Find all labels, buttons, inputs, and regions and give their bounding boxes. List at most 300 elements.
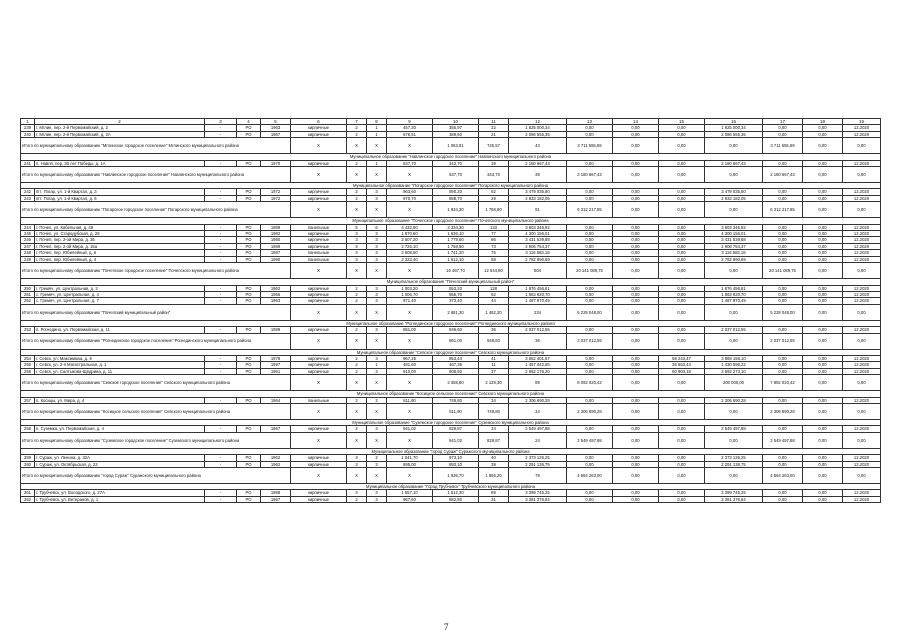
table-cell: 882,80: [433, 496, 479, 502]
table-cell: 29: [479, 195, 509, 201]
table-cell: 0,00: [763, 397, 803, 403]
total-cell: 0,00: [659, 202, 705, 218]
table-cell: 89: [479, 490, 509, 496]
table-cell: 0,00: [763, 490, 803, 496]
table-cell: г. Трубчевск, ул. Володского, д. 27А: [35, 490, 205, 496]
table-cell: 0,00: [613, 243, 659, 249]
total-cell: X: [367, 167, 387, 183]
section-heading: Муниципальное образование "Навлинское городское поселение" Навлинского муниципального района: [21, 154, 881, 160]
table-cell: 0,00: [567, 455, 613, 461]
total-cell: X: [387, 263, 433, 279]
column-number-cell: 1: [21, 119, 35, 125]
table-cell: 3: [347, 455, 367, 461]
table-cell: 241: [21, 160, 35, 166]
table-cell: 3: [367, 496, 387, 502]
total-cell: X: [367, 432, 387, 448]
table-cell: 0,00: [659, 250, 705, 256]
total-cell: 91: [509, 202, 567, 218]
table-cell: 58 243,47: [659, 355, 705, 361]
table-cell: 890,20: [433, 189, 479, 195]
table-cell: панельные: [291, 250, 347, 256]
total-cell: 0,00: [843, 468, 881, 484]
table-cell: PO: [237, 490, 261, 496]
total-cell: 0,00: [613, 202, 659, 218]
table-cell: 0,00: [613, 291, 659, 297]
total-cell: 5 228 048,00: [567, 304, 613, 320]
total-cell: 0,00: [613, 333, 659, 349]
total-cell: 1 936,70: [433, 468, 479, 484]
table-cell: 2: [347, 285, 367, 291]
table-cell: 2 373 126,25: [705, 455, 763, 461]
table-cell: 0,00: [613, 189, 659, 195]
total-cell: 20 141 089,75: [763, 263, 803, 279]
table-cell: 2 291 136,75: [509, 461, 567, 467]
table-cell: 1963: [261, 298, 291, 304]
table-cell: с. Гремяч, ул. Центральная, д. 4: [35, 291, 205, 297]
table-cell: 252: [21, 298, 35, 304]
table-cell: 1: [367, 131, 387, 137]
table-cell: кирпичные: [291, 125, 347, 131]
total-cell: 0,00: [659, 263, 705, 279]
table-cell: 0,00: [763, 362, 803, 368]
total-cell: 0,00: [843, 167, 881, 183]
column-number-cell: 9: [387, 119, 433, 125]
table-cell: 967,60: [387, 496, 433, 502]
total-cell: 234: [509, 304, 567, 320]
table-cell: 457,30: [387, 125, 433, 131]
table-cell: -: [205, 355, 237, 361]
table-cell: кирпичные: [291, 355, 347, 361]
column-number-cell: 8: [367, 119, 387, 125]
table-cell: 3: [367, 231, 387, 237]
total-cell: X: [367, 333, 387, 349]
table-cell: 36 653,43: [659, 362, 705, 368]
total-cell: 0,00: [613, 167, 659, 183]
total-cell: 0,00: [613, 403, 659, 419]
table-cell: 259: [21, 455, 35, 461]
total-cell: 2 681,30: [433, 304, 479, 320]
table-cell: 0,00: [613, 490, 659, 496]
table-cell: PO: [237, 256, 261, 262]
table-cell: 12.2020: [843, 237, 881, 243]
table-cell: 0,00: [803, 231, 843, 237]
table-cell: 243: [21, 195, 35, 201]
table-cell: 24: [479, 426, 509, 432]
table-cell: 1997: [261, 362, 291, 368]
table-cell: кирпичные: [291, 368, 347, 374]
table-cell: PO: [237, 237, 261, 243]
total-cell: 3 711 555,69: [567, 138, 613, 154]
table-cell: 853,44: [433, 355, 479, 361]
table-cell: 1 625 000,34: [509, 125, 567, 131]
table-cell: 3: [367, 189, 387, 195]
table-cell: 0,00: [763, 195, 803, 201]
total-cell: X: [291, 138, 347, 154]
table-cell: 44: [479, 298, 509, 304]
total-cell: 0,00: [659, 375, 705, 391]
total-cell: 861,00: [433, 333, 479, 349]
table-cell: 0,00: [613, 231, 659, 237]
table-cell: 0,00: [567, 243, 613, 249]
total-cell: 0,00: [803, 375, 843, 391]
total-cell: X: [367, 138, 387, 154]
table-cell: 3 431 539,88: [509, 237, 567, 243]
total-cell: X: [347, 202, 367, 218]
table-cell: 2: [347, 195, 367, 201]
table-cell: 3: [367, 195, 387, 201]
table-cell: 671,40: [387, 298, 433, 304]
table-cell: 73: [479, 243, 509, 249]
table-cell: 1 430 596,22: [705, 362, 763, 368]
table-cell: 888,70: [433, 195, 479, 201]
table-cell: 1 863 620,70: [705, 291, 763, 297]
table-cell: 1962: [261, 455, 291, 461]
table-cell: 0,00: [613, 426, 659, 432]
total-cell: X: [291, 432, 347, 448]
table-cell: 2 782 890,69: [509, 256, 567, 262]
table-cell: 2 373 126,25: [509, 455, 567, 461]
table-cell: 2: [347, 160, 367, 166]
column-number-cell: 17: [763, 119, 803, 125]
table-cell: 1 636,10: [433, 231, 479, 237]
column-number-cell: 13: [567, 119, 613, 125]
table-cell: PO: [237, 160, 261, 166]
table-cell: 1 487 970,49: [509, 298, 567, 304]
total-cell: 2 358,80: [433, 375, 479, 391]
table-cell: 3 381 376,84: [705, 496, 763, 502]
table-cell: кирпичные: [291, 231, 347, 237]
total-cell: X: [291, 468, 347, 484]
total-cell: 6 312 217,85: [567, 202, 613, 218]
table-cell: кирпичные: [291, 490, 347, 496]
total-cell: X: [347, 333, 367, 349]
table-cell: 0,00: [803, 195, 843, 201]
table-cell: 3 431 539,88: [705, 237, 763, 243]
table-cell: 0,00: [763, 426, 803, 432]
table-cell: 0,00: [613, 125, 659, 131]
table-cell: 0,00: [763, 189, 803, 195]
table-cell: 1988: [261, 490, 291, 496]
total-cell: 1 768,90: [479, 202, 509, 218]
total-cell: X: [387, 403, 433, 419]
table-cell: кирпичные: [291, 461, 347, 467]
table-cell: 0,00: [613, 160, 659, 166]
table-cell: кирпичные: [291, 327, 347, 333]
table-cell: -: [205, 131, 237, 137]
table-cell: 1 041,70: [387, 455, 433, 461]
table-cell: 0,00: [763, 231, 803, 237]
table-cell: 2 833 182,05: [509, 195, 567, 201]
table-cell: 60 903,18: [659, 368, 705, 374]
table-cell: -: [205, 368, 237, 374]
table-cell: 373,40: [433, 298, 479, 304]
total-label: Итого по муниципальному образованию "Севское городское поселение" Севского муниципального района: [21, 375, 291, 391]
table-cell: п. Косицы, ул. Мира, д. 4: [35, 397, 205, 403]
table-cell: PO: [237, 397, 261, 403]
total-cell: 0,00: [843, 202, 881, 218]
table-cell: -: [205, 490, 237, 496]
table-cell: 0,00: [659, 426, 705, 432]
table-cell: 0,00: [613, 355, 659, 361]
table-cell: 0,00: [659, 461, 705, 467]
table-cell: 133: [479, 224, 509, 230]
table-cell: 1967: [261, 131, 291, 137]
table-cell: 3: [347, 250, 367, 256]
column-number-cell: 4: [237, 119, 261, 125]
column-number-cell: 12: [509, 119, 567, 125]
total-cell: 79: [509, 468, 567, 484]
table-cell: -: [205, 195, 237, 201]
total-label: Итого по муниципальному образованию "город Сураж" Суражского муниципального района: [21, 468, 291, 484]
total-cell: 0,00: [705, 333, 763, 349]
table-cell: 1967: [261, 496, 291, 502]
table-cell: 245: [21, 231, 35, 237]
table-cell: 2 086 555,35: [705, 131, 763, 137]
table-cell: г. Почеп, пер. Юбилейный, д. 6: [35, 250, 205, 256]
table-cell: -: [205, 256, 237, 262]
table-cell: г. Мглин, пер. 2-й Первомайский, д. 2: [35, 125, 205, 131]
total-cell: X: [387, 375, 433, 391]
table-cell: 12.2020: [843, 160, 881, 166]
total-cell: 0,00: [705, 468, 763, 484]
table-cell: 12.2020: [843, 250, 881, 256]
table-cell: -: [205, 231, 237, 237]
table-cell: 0,00: [659, 224, 705, 230]
table-cell: 12.2020: [843, 461, 881, 467]
table-cell: 0,00: [803, 327, 843, 333]
section-heading: Муниципальное образование "Косицкое сельское поселение" Севского муниципального района: [21, 391, 881, 397]
total-cell: 749,80: [479, 403, 509, 419]
total-cell: 0,00: [803, 202, 843, 218]
table-cell: 1 779,60: [433, 237, 479, 243]
table-cell: 0,00: [613, 362, 659, 368]
total-cell: 1 482,30: [479, 304, 509, 320]
table-cell: 0,00: [567, 490, 613, 496]
table-cell: 0,00: [567, 160, 613, 166]
table-cell: 829,87: [433, 426, 479, 432]
table-cell: 0,00: [659, 490, 705, 496]
total-cell: 0,00: [659, 304, 705, 320]
table-cell: 0,00: [763, 131, 803, 137]
table-cell: 2: [347, 298, 367, 304]
table-cell: 0,00: [803, 455, 843, 461]
table-cell: 1956: [261, 291, 291, 297]
table-cell: -: [205, 362, 237, 368]
table-cell: 2: [347, 397, 367, 403]
table-cell: 0,00: [803, 355, 843, 361]
total-cell: 0,00: [659, 468, 705, 484]
table-cell: 0,00: [613, 298, 659, 304]
table-cell: 3: [367, 368, 387, 374]
table-cell: 1 006,70: [387, 291, 433, 297]
total-cell: 0,00: [659, 403, 705, 419]
table-cell: кирпичные: [291, 237, 347, 243]
total-label: Итого по муниципальному образованию "Рогнединское городское поселение" Рогнединского муниципального района: [21, 333, 291, 349]
table-cell: 4 432,60: [387, 224, 433, 230]
table-cell: г. Гремяч, ул. Центральная, д. 3: [35, 285, 205, 291]
total-cell: X: [291, 304, 347, 320]
table-cell: 37: [479, 368, 509, 374]
table-cell: 0,00: [803, 298, 843, 304]
total-cell: X: [291, 167, 347, 183]
table-cell: -: [205, 285, 237, 291]
table-cell: 2 549 497,88: [705, 426, 763, 432]
table-cell: PO: [237, 362, 261, 368]
table-cell: г. Севск, ул. Максимюка, д. 6: [35, 355, 205, 361]
table-cell: 0,00: [659, 327, 705, 333]
table-cell: 77: [479, 231, 509, 237]
total-cell: 504: [509, 263, 567, 279]
table-cell: 12.2020: [843, 195, 881, 201]
table-cell: 555,70: [433, 291, 479, 297]
table-cell: 0,00: [763, 125, 803, 131]
table-cell: 1 876 456,81: [509, 285, 567, 291]
table-cell: PO: [237, 131, 261, 137]
register-table-body: [21, 119, 881, 503]
total-cell: 0,00: [613, 138, 659, 154]
table-cell: 239: [21, 125, 35, 131]
total-cell: X: [291, 263, 347, 279]
table-cell: 0,00: [659, 189, 705, 195]
table-cell: пгт. Погар, ул. 1-й Квартал, д. 6: [35, 195, 205, 201]
table-cell: 0,00: [567, 496, 613, 502]
total-cell: X: [387, 202, 433, 218]
total-cell: 89: [509, 375, 567, 391]
table-cell: 262: [21, 496, 35, 502]
column-number-cell: 7: [347, 119, 367, 125]
register-table-container: [20, 118, 880, 503]
table-cell: 2: [347, 362, 367, 368]
table-cell: 0,00: [763, 224, 803, 230]
table-cell: 0,00: [567, 362, 613, 368]
column-number-cell: 15: [659, 119, 705, 125]
table-cell: 0,00: [803, 224, 843, 230]
table-cell: 0,00: [567, 355, 613, 361]
table-cell: г. Почеп, пер. Юбилейный, д. 4: [35, 256, 205, 262]
table-cell: 2 037 012,55: [705, 327, 763, 333]
table-cell: 58: [479, 256, 509, 262]
table-cell: 12.2020: [843, 131, 881, 137]
total-cell: 0,00: [803, 304, 843, 320]
table-cell: 0,00: [659, 397, 705, 403]
section-heading: Муниципальное образование "город Сураж" Суражского муниципального района: [21, 448, 881, 454]
table-cell: 3 334,30: [433, 224, 479, 230]
table-cell: 6: [367, 224, 387, 230]
total-label: Итого по муниципальному образованию "Навлинское городское поселение" Навлинского муниципального района: [21, 167, 291, 183]
table-cell: 12.2020: [843, 285, 881, 291]
total-label: Итого по муниципальному образованию "Косицкое сельское поселение" Севского муниципального района: [21, 403, 291, 419]
table-cell: г. Трубчевск, ул. Ветеранов, д. 1: [35, 496, 205, 502]
table-cell: 3: [347, 490, 367, 496]
total-cell: 0,00: [659, 138, 705, 154]
table-cell: 0,00: [763, 250, 803, 256]
table-cell: 260: [21, 461, 35, 467]
table-cell: 0,00: [567, 189, 613, 195]
table-cell: 21: [479, 131, 509, 137]
total-cell: 0,00: [705, 167, 763, 183]
table-cell: 2 726,10: [387, 243, 433, 249]
total-cell: 34: [509, 403, 567, 419]
total-cell: X: [367, 304, 387, 320]
table-cell: п. Навля, пер. 30 лет Победы, д. 1А: [35, 160, 205, 166]
table-cell: п. Суземка, ул. Первомайская, д. 4: [35, 426, 205, 432]
total-cell: 0,00: [843, 375, 881, 391]
total-cell: X: [387, 432, 433, 448]
table-cell: 39: [479, 461, 509, 467]
table-cell: -: [205, 496, 237, 502]
total-cell: X: [387, 333, 433, 349]
table-cell: 0,00: [763, 455, 803, 461]
table-cell: кирпичные: [291, 455, 347, 461]
table-cell: PO: [237, 426, 261, 432]
total-cell: 0,00: [705, 304, 763, 320]
table-cell: 2 180 667,43: [705, 160, 763, 166]
total-cell: X: [291, 375, 347, 391]
table-cell: 0,00: [803, 496, 843, 502]
table-cell: 254: [21, 355, 35, 361]
table-cell: 576,51: [387, 131, 433, 137]
table-cell: 3: [367, 327, 387, 333]
table-cell: 0,00: [659, 195, 705, 201]
table-cell: 2: [347, 189, 367, 195]
table-cell: 846,60: [433, 327, 479, 333]
table-cell: 1 758,50: [433, 243, 479, 249]
table-cell: 0,00: [613, 224, 659, 230]
table-cell: 256: [21, 368, 35, 374]
table-cell: -: [205, 298, 237, 304]
page-number: 7: [444, 622, 449, 632]
table-cell: 0,00: [659, 291, 705, 297]
table-cell: 2 592 273,10: [705, 368, 763, 374]
table-cell: 0,00: [803, 237, 843, 243]
table-cell: 0,00: [803, 160, 843, 166]
table-cell: 1 457 442,65: [509, 362, 567, 368]
total-row: [21, 304, 881, 320]
table-cell: 3 399 745,25: [705, 490, 763, 496]
table-cell: 1: [367, 160, 387, 166]
table-cell: -: [205, 224, 237, 230]
table-cell: 257: [21, 397, 35, 403]
table-cell: 4 300 156,01: [509, 231, 567, 237]
table-cell: 3 116 583,18: [705, 250, 763, 256]
table-cell: 3: [347, 243, 367, 249]
table-cell: 1972: [261, 195, 291, 201]
section-heading: Муниципальное образование "Рогнединское городское поселение" Рогнединского муниципального района: [21, 320, 881, 326]
table-cell: 0,00: [567, 461, 613, 467]
table-cell: 0,00: [659, 125, 705, 131]
total-cell: X: [387, 167, 433, 183]
total-cell: 0,00: [843, 138, 881, 154]
table-cell: 1967: [261, 426, 291, 432]
table-cell: 128: [479, 285, 509, 291]
table-cell: PO: [237, 461, 261, 467]
total-cell: 8 092 020,42: [567, 375, 613, 391]
section-heading: Муниципальное образование "Почепский муниципальный район": [21, 279, 881, 285]
table-cell: 1970: [261, 160, 291, 166]
table-cell: 3: [367, 355, 387, 361]
total-cell: 2 306 690,28: [763, 403, 803, 419]
table-cell: 1982: [261, 231, 291, 237]
total-row: [21, 202, 881, 218]
total-cell: 4 664 263,00: [567, 468, 613, 484]
table-cell: г. Мглин, пер. 2-й Первомайский, д. 2А: [35, 131, 205, 137]
total-cell: 0,00: [803, 432, 843, 448]
total-cell: 0,00: [705, 403, 763, 419]
total-cell: 2 037 012,55: [567, 333, 613, 349]
column-number-cell: 18: [803, 119, 843, 125]
table-cell: 2 782 890,69: [705, 256, 763, 262]
table-cell: 3 479 035,80: [705, 189, 763, 195]
